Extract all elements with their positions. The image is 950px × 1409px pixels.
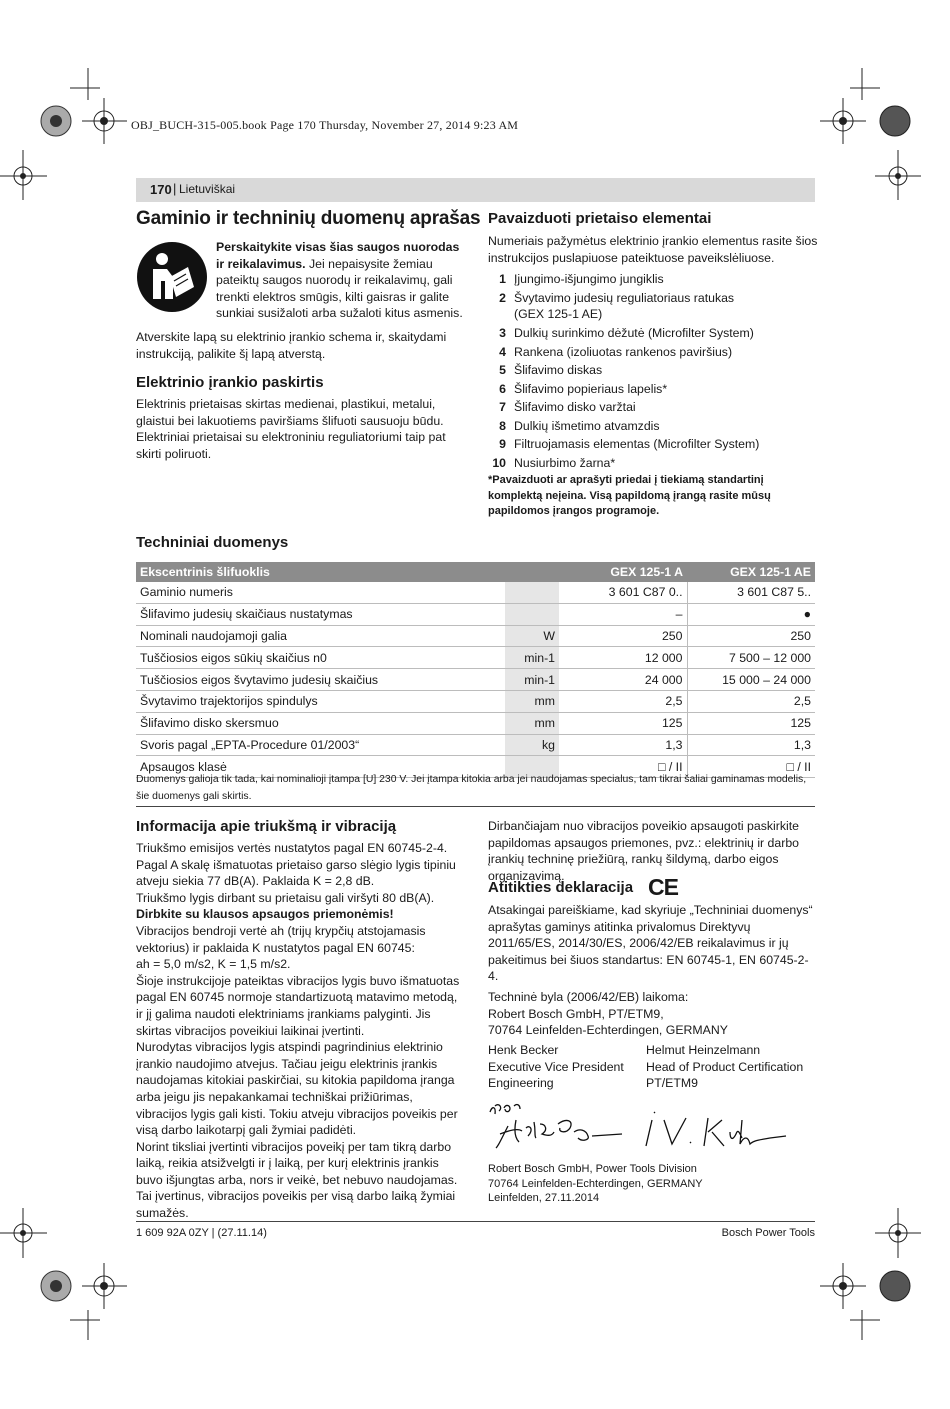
accessories-note: *Pavaizduoti ar aprašyti priedai į tiekiamą standartinį komplektą neįeina. Visą papildomą įrangą rasite mūsų papildomos įrangos programoje. — [488, 474, 771, 517]
table-header-col-ae: GEX 125-1 AE — [687, 562, 815, 582]
declaration-heading: Atitikties deklaracija — [488, 879, 634, 896]
tech-heading: Techniniai duomenys — [136, 534, 289, 551]
company-info: Robert Bosch GmbH, Power Tools Division 70764 Leinfelden-Echterdingen, GERMANY Leinfelden, 27.11.2014 — [488, 1163, 703, 1204]
tech-file-text: Techninė byla (2006/42/EB) laikoma: Robert Bosch GmbH, PT/ETM9, 70764 Leinfelden-Echterdingen, GERMANY — [488, 990, 728, 1038]
safety-warning-bold: Perskaitykite visas šias saugos nuorodas ir reikalavimus. — [216, 240, 460, 271]
file-meta-line: OBJ_BUCH-315-005.book Page 170 Thursday, November 27, 2014 9:23 AM — [131, 118, 519, 132]
purpose-text: Elektrinis prietaisas skirtas medienai, plastikui, metalui, glaistui bei lakuotiems paviršiams šlifuoti sausuoju būdu. Elektriniai prietaisai su elektroniniu reguliatoriumi taip pat skirti poliruoti. — [136, 397, 446, 461]
footer-right: Bosch Power Tools — [721, 1227, 815, 1239]
section-title: Gaminio ir techninių duomenų aprašas — [136, 208, 481, 229]
table-row: Šlifavimo disko skersmuo mm 125 125 — [136, 712, 815, 734]
signatures — [486, 1098, 806, 1158]
elements-heading: Pavaizduoti prietaiso elementai — [488, 210, 712, 227]
table-row: Svoris pagal „EPTA-Procedure 01/2003“ kg 1,3 1,3 — [136, 734, 815, 756]
purpose-heading: Elektrinio įrankio paskirtis — [136, 374, 324, 391]
ce-mark-icon: CE — [648, 874, 678, 900]
elements-intro: Numeriais pažymėtus elektrinio įrankio elementus rasite šios instrukcijos puslapiuose pateiktuose paveikslėliuose. — [488, 234, 818, 265]
table-row: Gaminio numeris 3 601 C87 0.. 3 601 C87 5.. — [136, 582, 815, 603]
declaration-text: Atsakingai pareiškiame, kad skyriuje „Techniniai duomenys“ aprašytas gaminys atitinka privalomus Direktyvų 2011/65/ES, 2014/30/ES, 2006/42/EB reikalavimus ir jų pakeitimus bei šiuos standartus: EN 60745-1, EN 60745-2-4. — [488, 903, 813, 984]
safety-warning — [216, 239, 466, 322]
table-row: Apsaugos klasė □ / II □ / II — [136, 756, 815, 778]
vibration-protection-text: Dirbančiajam nuo vibracijos poveikio apsaugoti paskirkite papildomas apsaugos priemones, pvz.: elektrinių ir darbo įrankių techninę priežiūrą, rankų šildymą, darbo eigos organizavimą. — [488, 819, 800, 883]
header-separator: | — [173, 181, 177, 196]
page-header-bar — [136, 178, 815, 202]
read-manual-icon — [136, 241, 208, 313]
table-row: Tuščiosios eigos sūkių skaičius n0 min-1 12 000 7 500 – 12 000 — [136, 647, 815, 669]
safety-warning-text: Jei nepaisysite žemiau pateiktų saugos nuorodų ir reikalavimų, gali trenkti elektros smūgis, kilti gaisras ir galite sunkiai susižaloti arba sužaloti kitus asmenis. — [216, 256, 463, 321]
signer-2: Helmut Heinzelmann Head of Product Certification PT/ETM9 — [646, 1043, 804, 1091]
table-header-row — [136, 562, 815, 582]
table-row: Šlifavimo judesių skaičiaus nustatymas – ● — [136, 603, 815, 625]
page-number: 170 — [150, 182, 172, 197]
tech-table — [136, 562, 815, 778]
intro-text: Atverskite lapą su elektrinio įrankio schema ir, skaitydami instrukciją, palikite šį lapą atverstą. — [136, 330, 447, 361]
tech-footnote: Duomenys galioja tik tada, kai nominalioji įtampa [U] 230 V. Jei įtampa kitokia arba jei naudojamas specialus, tam tikrai šaliai gaminamas modelis, šie duomenys gali skirtis. — [136, 772, 815, 807]
table-row: Nominali naudojamoji galia W 250 250 — [136, 625, 815, 647]
noise-heading: Informacija apie triukšmą ir vibraciją — [136, 818, 397, 835]
table-header-col-a: GEX 125-1 A — [559, 562, 687, 582]
header-language: Lietuviškai — [179, 182, 236, 196]
signer-1: Henk Becker Executive Vice President Engineering — [488, 1043, 624, 1091]
table-header-label: Ekscentrinis šlifuoklis — [136, 562, 559, 582]
noise-text: Triukšmo emisijos vertės nustatytos pagal EN 60745-2-4. Pagal A skalę išmatuotas prietaiso garso slėgio lygis tipiniu atveju siekia 77 dB(A). Paklaida K = 2,8 dB. Triukšmo lygis dirbant su prietaisu gali viršyti 80 dB(A). Dirbkite su klausos apsaugos priemonėmis! Vibracijos bendroji vertė ah (trijų krypčių atstojamasis vektorius) ir paklaida K nustatytos pagal EN 60745: ah = 5,0 m/s2, K = 1,5 m/s2. Šioje instrukcijoje pateiktas vibracijos lygis buvo išmatuotas pagal EN 60745 normoje standartizuotą matavimo metodą, ir jį galima naudoti elektriniams įrankiams palyginti. Jis skirtas vibracijos poveikiui laikinai įvertinti. Nurodytas vibracijos lygis atspindi pagrindinius elektrinio įrankio naudojimo atvejus. Tačiau jeigu elektrinis įrankis naudojamas kitokiai paskirčiai, su kitokia papildoma įranga arba jeigu jis nepakankamai techniškai prižiūrimas, vibracijos lygis gali kisti. Tokiu atveju vibracijos poveikis per visą darbo laikotarpį gali žymiai padidėti. Norint tiksliai įvertinti vibracijos poveikį per tam tikrą darbo laiką, reikia atsižvelgti ir į laiką, per kurį elektrinis įrankis buvo išjungtas arba, nors ir veikė, bet nebuvo naudojamas. Tai įvertinus, vibracijos poveikis per visą darbo laiką žymiai sumažės. — [136, 841, 460, 1221]
footer-left: 1 609 92A 0ZY | (27.11.14) — [136, 1227, 267, 1239]
table-row: Tuščiosios eigos švytavimo judesių skaičius min-1 24 000 15 000 – 24 000 — [136, 669, 815, 691]
footer-rule — [136, 1221, 815, 1222]
table-row: Švytavimo trajektorijos spindulys mm 2,5 2,5 — [136, 690, 815, 712]
